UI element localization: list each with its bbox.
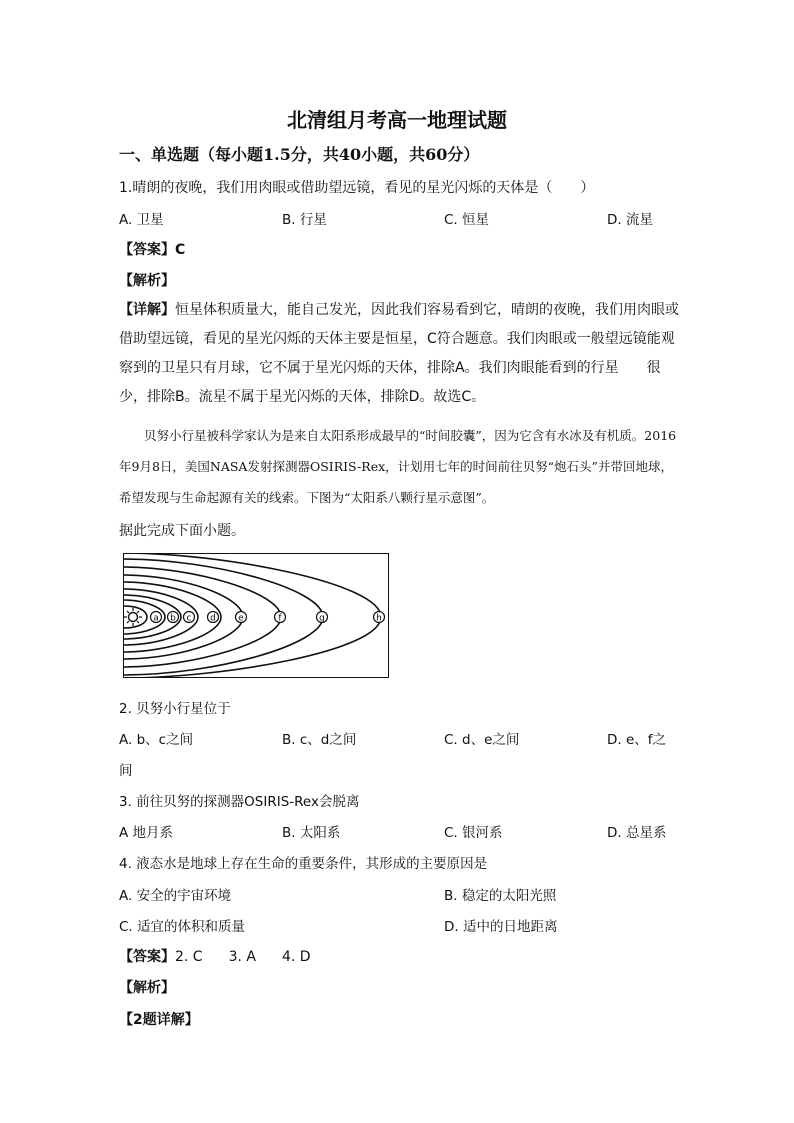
q3-option-b: B. 太阳系	[282, 825, 341, 841]
planet-d	[208, 612, 219, 624]
passage-text: 贝努小行星被科学家认为是来自太阳系形成最早的“时间胶囊”，因为它含有水冰及有机质。2016年9月8日，美国NASA发射探测器OSIRIS-Rex，计划用七年的时间前往贝努“炮石头”并带回地球，希望发现与生命起源有关的线索。下图为“太阳系八颗行星示意图”。	[119, 428, 677, 505]
q1-answer: 【答案】C	[119, 242, 186, 258]
planet-g-label: g	[319, 613, 325, 624]
planet-a	[151, 612, 162, 624]
q1-detail-text: 恒星体积质量大，能自己发光，因此我们容易看到它，晴朗的夜晚，我们用肉眼或借助望远镜，看见的星光闪烁的天体主要是恒星，C符合题意。我们肉眼或一般望远镜能观察到的卫星只有月球，它不属于星光闪烁的天体，排除A。我们肉眼能看到的行星 很少，排除B。流星不属于星光闪烁的天体，排除D。故选C。	[119, 302, 679, 405]
answer-q3: 3. A	[228, 949, 256, 965]
q1-detail-label: 【详解】	[119, 302, 175, 318]
answer-q4: 4. D	[281, 949, 311, 965]
section-heading: 一、单选题（每小题1.5分，共40小题，共60分）	[119, 145, 480, 164]
q2-option-c: C. d、e之间	[444, 732, 520, 748]
q1-option-a: A. 卫星	[119, 212, 164, 228]
q2-option-b: B. c、d之间	[282, 732, 357, 748]
q1-option-c: C. 恒星	[444, 212, 490, 228]
q2-option-a: A. b、c之间	[119, 732, 194, 748]
planet-e-label: e	[238, 613, 244, 624]
q3-stem: 3. 前往贝努的探测器OSIRIS-Rex会脱离	[119, 794, 360, 810]
q2-option-d-wrap: 间	[119, 763, 133, 779]
planet-b-label: b	[170, 613, 176, 624]
planet-f-label: f	[278, 613, 282, 624]
planet-c	[184, 612, 195, 624]
planet-g	[317, 612, 328, 624]
planet-h	[374, 612, 385, 624]
q4-option-a: A. 安全的宇宙环境	[119, 888, 232, 904]
analysis2-label: 【解析】	[119, 980, 175, 996]
q1-stem: 1.晴朗的夜晚，我们用肉眼或借助望远镜，看见的星光闪烁的天体是（ ）	[119, 180, 595, 196]
q3-option-a: A 地月系	[119, 825, 174, 841]
solar-system-diagram	[123, 553, 389, 678]
q4-stem: 4. 液态水是地球上存在生命的重要条件，其形成的主要原因是	[119, 856, 488, 872]
q4-option-d: D. 适中的日地距离	[444, 919, 558, 935]
q2-detail-label: 【2题详解】	[119, 1012, 199, 1028]
q3-option-d: D. 总星系	[607, 825, 667, 841]
planet-h-label: h	[376, 613, 382, 624]
q2-stem: 2. 贝努小行星位于	[119, 701, 231, 717]
q1-detail	[119, 296, 679, 412]
planet-d-label: d	[210, 613, 216, 624]
page-title: 北清组月考高一地理试题	[287, 108, 507, 132]
planet-f	[275, 612, 286, 624]
q2-option-d: D. e、f之	[607, 732, 667, 748]
q3-option-c: C. 银河系	[444, 825, 503, 841]
passage-lead: 据此完成下面小题。	[119, 523, 245, 539]
q1-analysis-label: 【解析】	[119, 273, 175, 289]
planet-c-label: c	[186, 613, 192, 624]
q4-option-b: B. 稳定的太阳光照	[444, 888, 557, 904]
q1-option-d: D. 流星	[607, 212, 653, 228]
q1-option-b: B. 行星	[282, 212, 327, 228]
planet-b	[168, 612, 179, 624]
answer-q2: 2. C	[175, 949, 203, 965]
q4-option-c: C. 适宜的体积和质量	[119, 919, 246, 935]
answers-line	[119, 946, 311, 966]
planet-e	[236, 612, 247, 624]
planet-a-label: a	[153, 613, 159, 624]
answers-label: 【答案】	[119, 949, 175, 965]
